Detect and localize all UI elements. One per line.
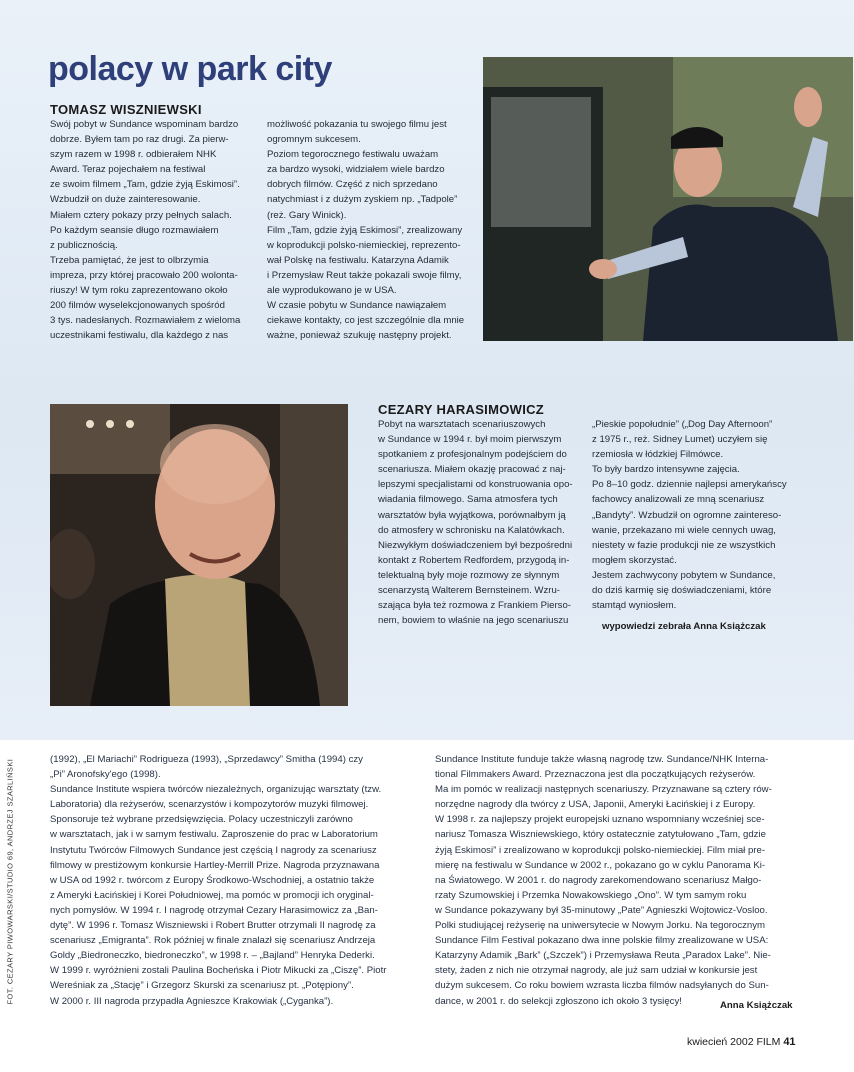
text-line: do dziś karmię się doświadczeniami, które xyxy=(592,585,772,597)
text-line: w Sundance w 1994 r. był moim pierwszym xyxy=(378,434,562,446)
text-line: lepszymi specjalistami od konstruowania opo- xyxy=(378,479,573,491)
text-line: Instytutu Twórców Filmowych Sundance jest częścią I nagrody za scenariusz xyxy=(50,844,377,856)
text-line: filmowy w prestiżowym konkursie Hartley-Merrill Prize. Nagroda przyznawana xyxy=(50,859,380,871)
text-line: i Przemysław Reut także pokazali swoje filmy, xyxy=(267,269,462,281)
text-line: stamtąd wyniosłem. xyxy=(592,600,677,612)
text-line: W 1999 r. wyróżnieni zostali Paulina Bocheńska i Piotr Mikucki za „Ciszę”. Piotr xyxy=(50,965,387,977)
text-line: Sponsoruje też wybrane przedsięwzięcia. Polacy uczestniczyli zarówno xyxy=(50,814,353,826)
photo-credit: FOT. CEZARY PIWOWARSKI/STUDIO 69, ANDRZEJ SZARLIŃSKI xyxy=(5,758,15,1005)
text-line: nych pomysłów. W 1994 r. I nagrodę otrzymał Cezary Harasimowicz za „Ban- xyxy=(50,904,378,916)
text-line: Sundance Film Festival pokazano dwa inne polskie filmy zrealizowane w USA: xyxy=(435,935,769,947)
text-line: Wereśniak za „Stację” i Grzegorz Skurski za scenariusz pt. „Potępiony”. xyxy=(50,980,354,992)
text-line: w USA od 1992 r. twórcom z Europy Środkowo-Wschodniej, a ostatnio także xyxy=(50,874,375,886)
text-line: z 1975 r., reż. Sidney Lumet) uczyłem się xyxy=(592,434,768,446)
author-heading-wiszniewski: TOMASZ WISZNIEWSKI xyxy=(50,102,202,117)
text-line: Wzbudził on duże zainteresowanie. xyxy=(50,194,201,206)
text-line: dance, w 2001 r. do selekcji zgłoszono ich około 3 tysięcy! xyxy=(435,995,682,1007)
interviews-credit: wypowiedzi zebrała Anna Książczak xyxy=(602,621,766,632)
text-line: Sundance Institute funduje także własną nagrodę tzw. Sundance/NHK Interna- xyxy=(435,754,769,765)
text-line: z Ameryki Łacińskiej i Korei Południowej, ma pomóc w promocji ich oryginal- xyxy=(50,889,374,901)
text-line: ale wyprodukowano je w USA. xyxy=(267,285,397,297)
text-line: 3 tys. nadesłanych. Rozmawiałem z wieloma xyxy=(50,315,241,327)
text-line: riuszy! W tym roku zaprezentowano około xyxy=(50,285,228,297)
bottom-column-2 xyxy=(435,752,815,1009)
bottom-column-1 xyxy=(50,752,420,1009)
text-line: (reż. Gary Winick). xyxy=(267,209,347,221)
text-line: dużym sukcesem. Co roku bowiem wzrasta liczba filmów nadsyłanych do Sun- xyxy=(435,980,769,992)
text-line: Trzeba pamiętać, że jest to olbrzymia xyxy=(50,254,209,266)
text-line: dytę”. W 1996 r. Tomasz Wiszniewski i Robert Brutter otrzymali II nagrodę za xyxy=(50,920,376,932)
text-line: mogłem skorzystać. xyxy=(592,554,677,566)
text-line: dobrych filmów. Część z nich sprzedano xyxy=(267,179,438,191)
text-line: wiadania filmowego. Sama atmosfera tych xyxy=(378,494,558,506)
photo-harasimowicz xyxy=(50,404,348,706)
text-line: rzaty Szumowskiej i Przemka Nowakowskiego „Ono”. W tym samym roku xyxy=(435,889,747,901)
text-line: w Sundance pokazywany był 35-minutowy „Pate” Agnieszki Wojtowicz-Vosloo. xyxy=(435,904,768,916)
section1-column-1 xyxy=(50,117,260,343)
text-line: rzemiosła w łódzkiej Filmówce. xyxy=(592,449,724,461)
text-line: telektualną były moje rozmowy ze słynnym xyxy=(378,569,560,581)
text-line: mierę na festiwalu w Sundance w 2002 r., pokazano go w cyklu Panorama Ki- xyxy=(435,859,766,871)
text-line: Katarzyny Adamik „Bark” („Szczek”) i Przemysława Reuta „Paradox Lake”. Nie- xyxy=(435,950,771,962)
text-line: impreza, przy której pracowało 200 wolonta- xyxy=(50,269,238,281)
text-line: szająca była też rozmowa z Frankiem Pierso- xyxy=(378,600,572,612)
photo-wiszniewski-illustration xyxy=(483,57,853,341)
text-line: Poziom tegorocznego festiwalu uważam xyxy=(267,149,439,161)
text-line: wanie, przekazano mi wiele cennych uwag, xyxy=(592,524,776,536)
text-line: Sundance Institute wspiera twórców niezależnych, organizując warsztaty (tzw. xyxy=(50,784,382,796)
text-line: scenarzystą Walterem Bernsteinem. Wzru- xyxy=(378,585,560,597)
background-ghost-text-top xyxy=(230,10,239,41)
text-line: wał Polskę na festiwalu. Katarzyna Adamik xyxy=(267,254,449,266)
text-line: nariusz Tomasza Wiszniewskiego, który ostatecznie zatytułowano „Tam, gdzie xyxy=(435,829,766,841)
text-line: W 2000 r. III nagroda przypadła Agnieszce Krakowiak („Cyganka”). xyxy=(50,995,334,1007)
text-line: Jestem zachwycony pobytem w Sundance, xyxy=(592,569,776,581)
text-line: Film „Tam, gdzie żyją Eskimosi”, zrealizowany xyxy=(267,224,463,236)
text-line: nem, bowiem to właśnie na jego scenariuszu xyxy=(378,615,569,627)
text-line: w koprodukcji polsko-niemieckiej, reprezento- xyxy=(267,239,461,251)
text-line: „Pieskie popołudnie” („Dog Day Afternoon” xyxy=(592,419,773,430)
photo-wiszniewski xyxy=(483,57,853,341)
text-line: Niezwykłym doświadczeniem był bezpośredni xyxy=(378,539,573,551)
text-line: Polki studiującej reżyserię na uniwersytecie w Nowym Jorku. Na tegorocznym xyxy=(435,920,766,932)
text-line: Po 8–10 godz. dziennie najlepsi amerykańscy xyxy=(592,479,787,491)
text-line: scenariusz „Emigranta”. Rok później w finale znalazł się scenariusz Andrzeja xyxy=(50,935,376,947)
section2-column-2 xyxy=(592,417,802,613)
text-line: „Bandyty”. Wzbudził on ogromne zaintereso- xyxy=(592,509,782,521)
text-line: ze swoim filmem „Tam, gdzie żyją Eskimosi”. xyxy=(50,179,240,191)
text-line: warsztatów była wyjątkowa, porównałbym ją xyxy=(378,509,566,521)
author-signature: Anna Książczak xyxy=(720,1000,793,1011)
text-line: scenariusza. Miałem okazję pracować z naj- xyxy=(378,464,566,476)
section1-column-2 xyxy=(267,117,477,343)
text-line: Laboratoria) dla reżyserów, scenarzystów i kompozytorów muzyki filmowej. xyxy=(50,799,369,811)
text-line: spotkaniem z profesjonalnym podejściem do xyxy=(378,449,567,461)
text-line: Ma im pomóc w realizacji następnych scenariuszy. Przyznawane są cztery rów- xyxy=(435,784,772,796)
text-line: możliwość pokazania tu swojego filmu jest xyxy=(267,119,447,130)
text-line: żyją Eskimosi” i zrealizowano w koprodukcji polsko-niemieckiej. Film miał pre- xyxy=(435,844,766,856)
text-line: W czasie pobytu w Sundance nawiązałem xyxy=(267,300,447,312)
text-line: z publicznością. xyxy=(50,239,118,251)
text-line: ciekawe kontakty, co jest szczególnie dla mnie xyxy=(267,315,465,327)
text-line: ważne, ponieważ szukuję następny projekt. xyxy=(267,330,452,342)
text-line: do atmosfery w schronisku na Kalatówkach. xyxy=(378,524,565,536)
text-line: niestety w fazie produkcji nie ze wszystkich xyxy=(592,539,776,551)
text-line: To były bardzo intensywne zajęcia. xyxy=(592,464,740,476)
text-line: fachowcy analizowali ze mną scenariusz xyxy=(592,494,765,506)
text-line: tional Filmmakers Award. Przeznaczona jest dla początkujących reżyserów. xyxy=(435,769,756,781)
text-line: Swój pobyt w Sundance wspominam bardzo xyxy=(50,119,239,130)
text-line: za bardzo wysoki, widziałem wiele bardzo xyxy=(267,164,445,176)
photo-harasimowicz-illustration xyxy=(50,404,348,706)
text-line: norzędne nagrody dla twórcy z USA, Japonii, Ameryki Łacińskiej i z Europy. xyxy=(435,799,756,811)
text-line: Pobyt na warsztatach scenariuszowych xyxy=(378,419,546,430)
text-line: Miałem cztery pokazy przy pełnych salach. xyxy=(50,209,232,221)
article-title: polacy w park city xyxy=(48,50,332,88)
text-line: kontakt z Robertem Redfordem, przygodą in- xyxy=(378,554,570,566)
text-line: szym razem w 1998 r. odbierałem NHK xyxy=(50,149,217,161)
text-line: Goldy „Biedroneczko, biedroneczko”, w 1998 r. – „Bajland” Henryka Dederki. xyxy=(50,950,375,962)
issue-label: kwiecień 2002 FILM xyxy=(687,1036,781,1048)
text-line: na Światowego. W 2001 r. do nagrody zarekomendowano scenariusz Małgo- xyxy=(435,874,762,886)
text-line: Award. Teraz pojechałem na festiwal xyxy=(50,164,206,176)
text-line: 200 filmów wyselekcjonowanych spośród xyxy=(50,300,225,312)
text-line: dobrze. Byłem tam po raz drugi. Za pierw- xyxy=(50,134,229,146)
text-line: ogromnym sukcesem. xyxy=(267,134,361,146)
page-number: 41 xyxy=(783,1036,796,1048)
text-line: w warsztatach, jak i w samym festiwalu. Zaproszenie do prac w Laboratorium xyxy=(50,829,378,841)
author-heading-harasimowicz: CEZARY HARASIMOWICZ xyxy=(378,402,545,417)
text-line: stety, żaden z nich nie otrzymał nagrody, ale już sam udział w konkursie jest xyxy=(435,965,758,977)
text-line: natychmiast i z dużym zyskiem np. „Tadpole” xyxy=(267,194,458,206)
page-folio xyxy=(687,1036,796,1048)
text-line: W 1998 r. za najlepszy projekt europejski uznano wspomniany wcześniej sce- xyxy=(435,814,765,826)
text-line: (1992), „El Mariachi” Rodrigueza (1993), „Sprzedawcy” Smitha (1994) czy xyxy=(50,754,363,765)
section2-column-1 xyxy=(378,417,578,628)
text-line: Po każdym seansie długo rozmawiałem xyxy=(50,224,219,236)
text-line: uczestnikami festiwalu, dla każdego z nas xyxy=(50,330,229,342)
text-line: „Pi” Aronofsky'ego (1998). xyxy=(50,769,161,781)
